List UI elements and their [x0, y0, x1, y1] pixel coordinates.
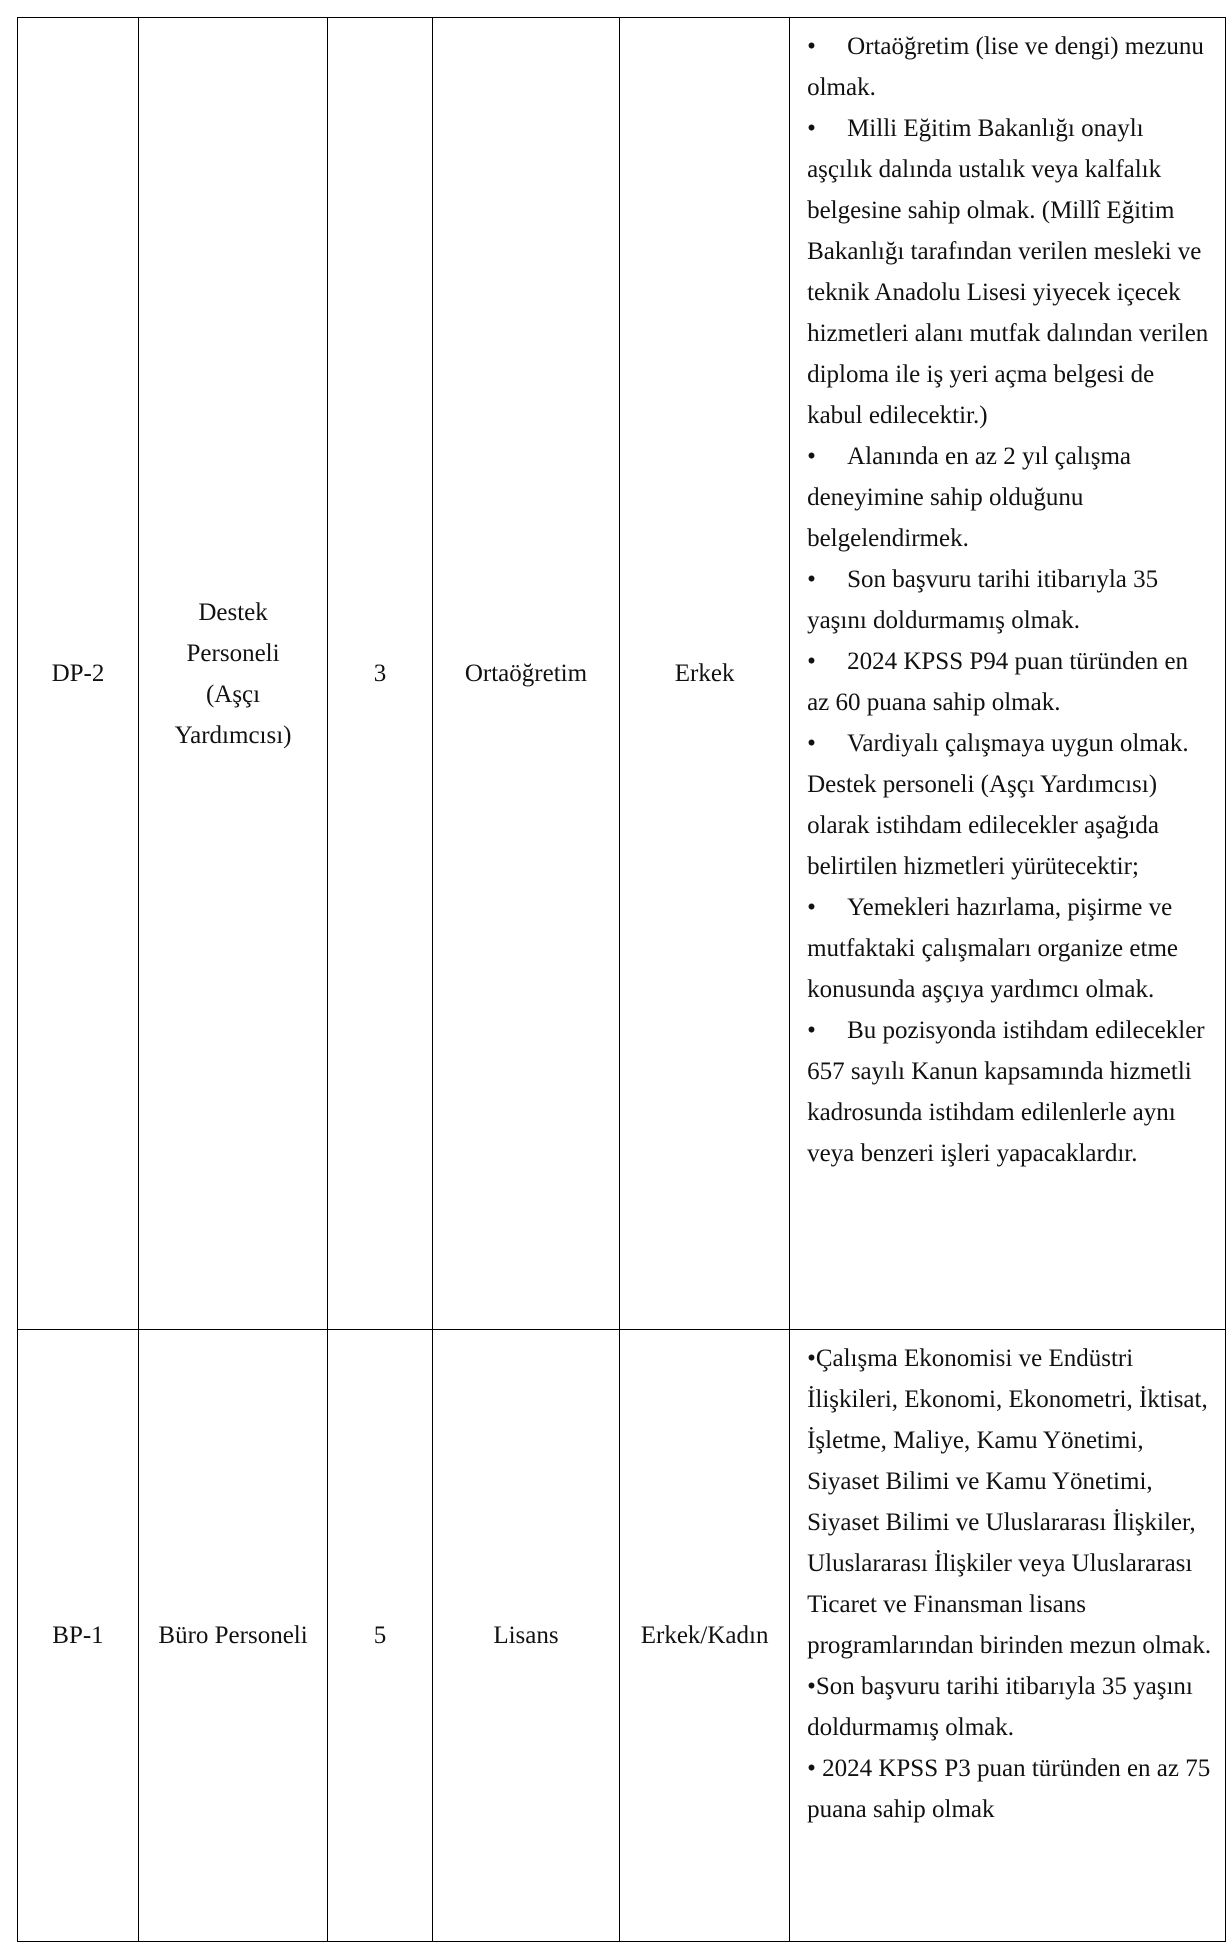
table-row-dp-2	[18, 18, 1226, 1330]
gender: Erkek	[674, 660, 735, 687]
requirement-item	[807, 641, 1213, 723]
bullet-icon: •	[807, 566, 816, 593]
requirements-cell	[790, 1330, 1226, 1942]
position-title-line: Büro Personeli	[158, 1622, 308, 1649]
education-level: Lisans	[493, 1622, 559, 1649]
position-title-line: Yardımcısı)	[174, 721, 292, 749]
requirement-item	[807, 108, 1213, 436]
requirement-text: Yemekleri hazırlama, pişirme ve mutfaktaki çalışmaları organize etme konusunda aşçıya yardımcı olmak.	[807, 894, 1178, 1003]
position-code: BP-1	[52, 1622, 104, 1649]
table-row-bp-1	[18, 1330, 1226, 1942]
gender-cell	[620, 1330, 790, 1942]
requirement-text: Bu pozisyonda istihdam edilecekler 657 sayılı Kanun kapsamında hizmetli kadrosunda istihdam edilenlerle aynı veya benzeri işleri yapacaklardır.	[807, 1017, 1205, 1167]
requirement-text: Milli Eğitim Bakanlığı onaylı aşçılık dalında ustalık veya kalfalık belgesine sahip olmak. (Millî Eğitim Bakanlığı tarafından verilen mesleki ve teknik Anadolu Lisesi yiyecek içecek hizmetleri alanı mutfak dalından verilen diploma ile iş yeri açma belgesi de kabul edilecektir.)	[807, 115, 1209, 429]
bullet-icon: •	[807, 648, 816, 675]
position-title-cell	[138, 18, 327, 1330]
bullet-icon: •	[807, 1017, 816, 1044]
position-count: 5	[373, 1622, 387, 1649]
position-code-cell	[18, 1330, 139, 1942]
education-level: Ortaöğretim	[464, 660, 588, 687]
gender-cell	[620, 18, 790, 1330]
bullet-icon: •	[807, 443, 816, 470]
requirement-item	[807, 1338, 1213, 1666]
position-title-line: Destek	[198, 598, 268, 626]
position-code: DP-2	[51, 660, 105, 687]
gender: Erkek/Kadın	[640, 1622, 769, 1649]
position-title-cell	[138, 1330, 327, 1942]
requirements-cell	[790, 18, 1226, 1330]
bullet-icon: •	[807, 894, 816, 921]
requirement-text: Destek personeli (Aşçı Yardımcısı) olarak istihdam edilecekler aşağıda belirtilen hizmetleri yürütecektir;	[807, 771, 1160, 880]
requirement-text: •Çalışma Ekonomisi ve Endüstri İlişkileri, Ekonomi, Ekonometri, İktisat, İşletme, Maliye, Kamu Yönetimi, Siyaset Bilimi ve Kamu Yönetimi, Siyaset Bilimi ve Uluslararası İlişkiler, Uluslararası İlişkiler veya Uluslararası Ticaret ve Finansman lisans programlarından birinden mezun olmak.	[807, 1345, 1212, 1659]
bullet-icon: •	[807, 730, 816, 757]
requirement-item	[807, 887, 1213, 1010]
positions-table	[17, 17, 1226, 1942]
requirement-text: Ortaöğretim (lise ve dengi) mezunu olmak.	[807, 33, 1204, 101]
requirement-item	[807, 26, 1213, 108]
position-count-cell	[328, 1330, 433, 1942]
position-title-line: (Aşçı	[205, 680, 261, 708]
requirement-text: •Son başvuru tarihi itibarıyla 35 yaşını doldurmamış olmak.	[807, 1673, 1193, 1741]
position-title-line: Personeli	[186, 639, 280, 667]
requirement-item	[807, 1666, 1213, 1748]
requirement-text: Alanında en az 2 yıl çalışma deneyimine sahip olduğunu belgelendirmek.	[807, 443, 1132, 552]
requirement-text: • 2024 KPSS P3 puan türünden en az 75 puana sahip olmak	[807, 1755, 1211, 1823]
requirement-text: Son başvuru tarihi itibarıyla 35 yaşını doldurmamış olmak.	[807, 566, 1159, 634]
position-count-cell	[328, 18, 433, 1330]
education-level-cell	[432, 18, 619, 1330]
requirement-item	[807, 1010, 1213, 1174]
requirement-item	[807, 764, 1213, 887]
requirement-item	[807, 436, 1213, 559]
position-count: 3	[373, 660, 387, 687]
requirement-item	[807, 559, 1213, 641]
requirement-item	[807, 1748, 1213, 1830]
requirement-text: 2024 KPSS P94 puan türünden en az 60 puana sahip olmak.	[807, 648, 1189, 716]
requirement-item	[807, 723, 1213, 764]
bullet-icon: •	[807, 33, 816, 60]
education-level-cell	[432, 1330, 619, 1942]
requirement-text: Vardiyalı çalışmaya uygun olmak.	[847, 730, 1189, 757]
position-code-cell	[18, 18, 139, 1330]
bullet-icon: •	[807, 115, 816, 142]
